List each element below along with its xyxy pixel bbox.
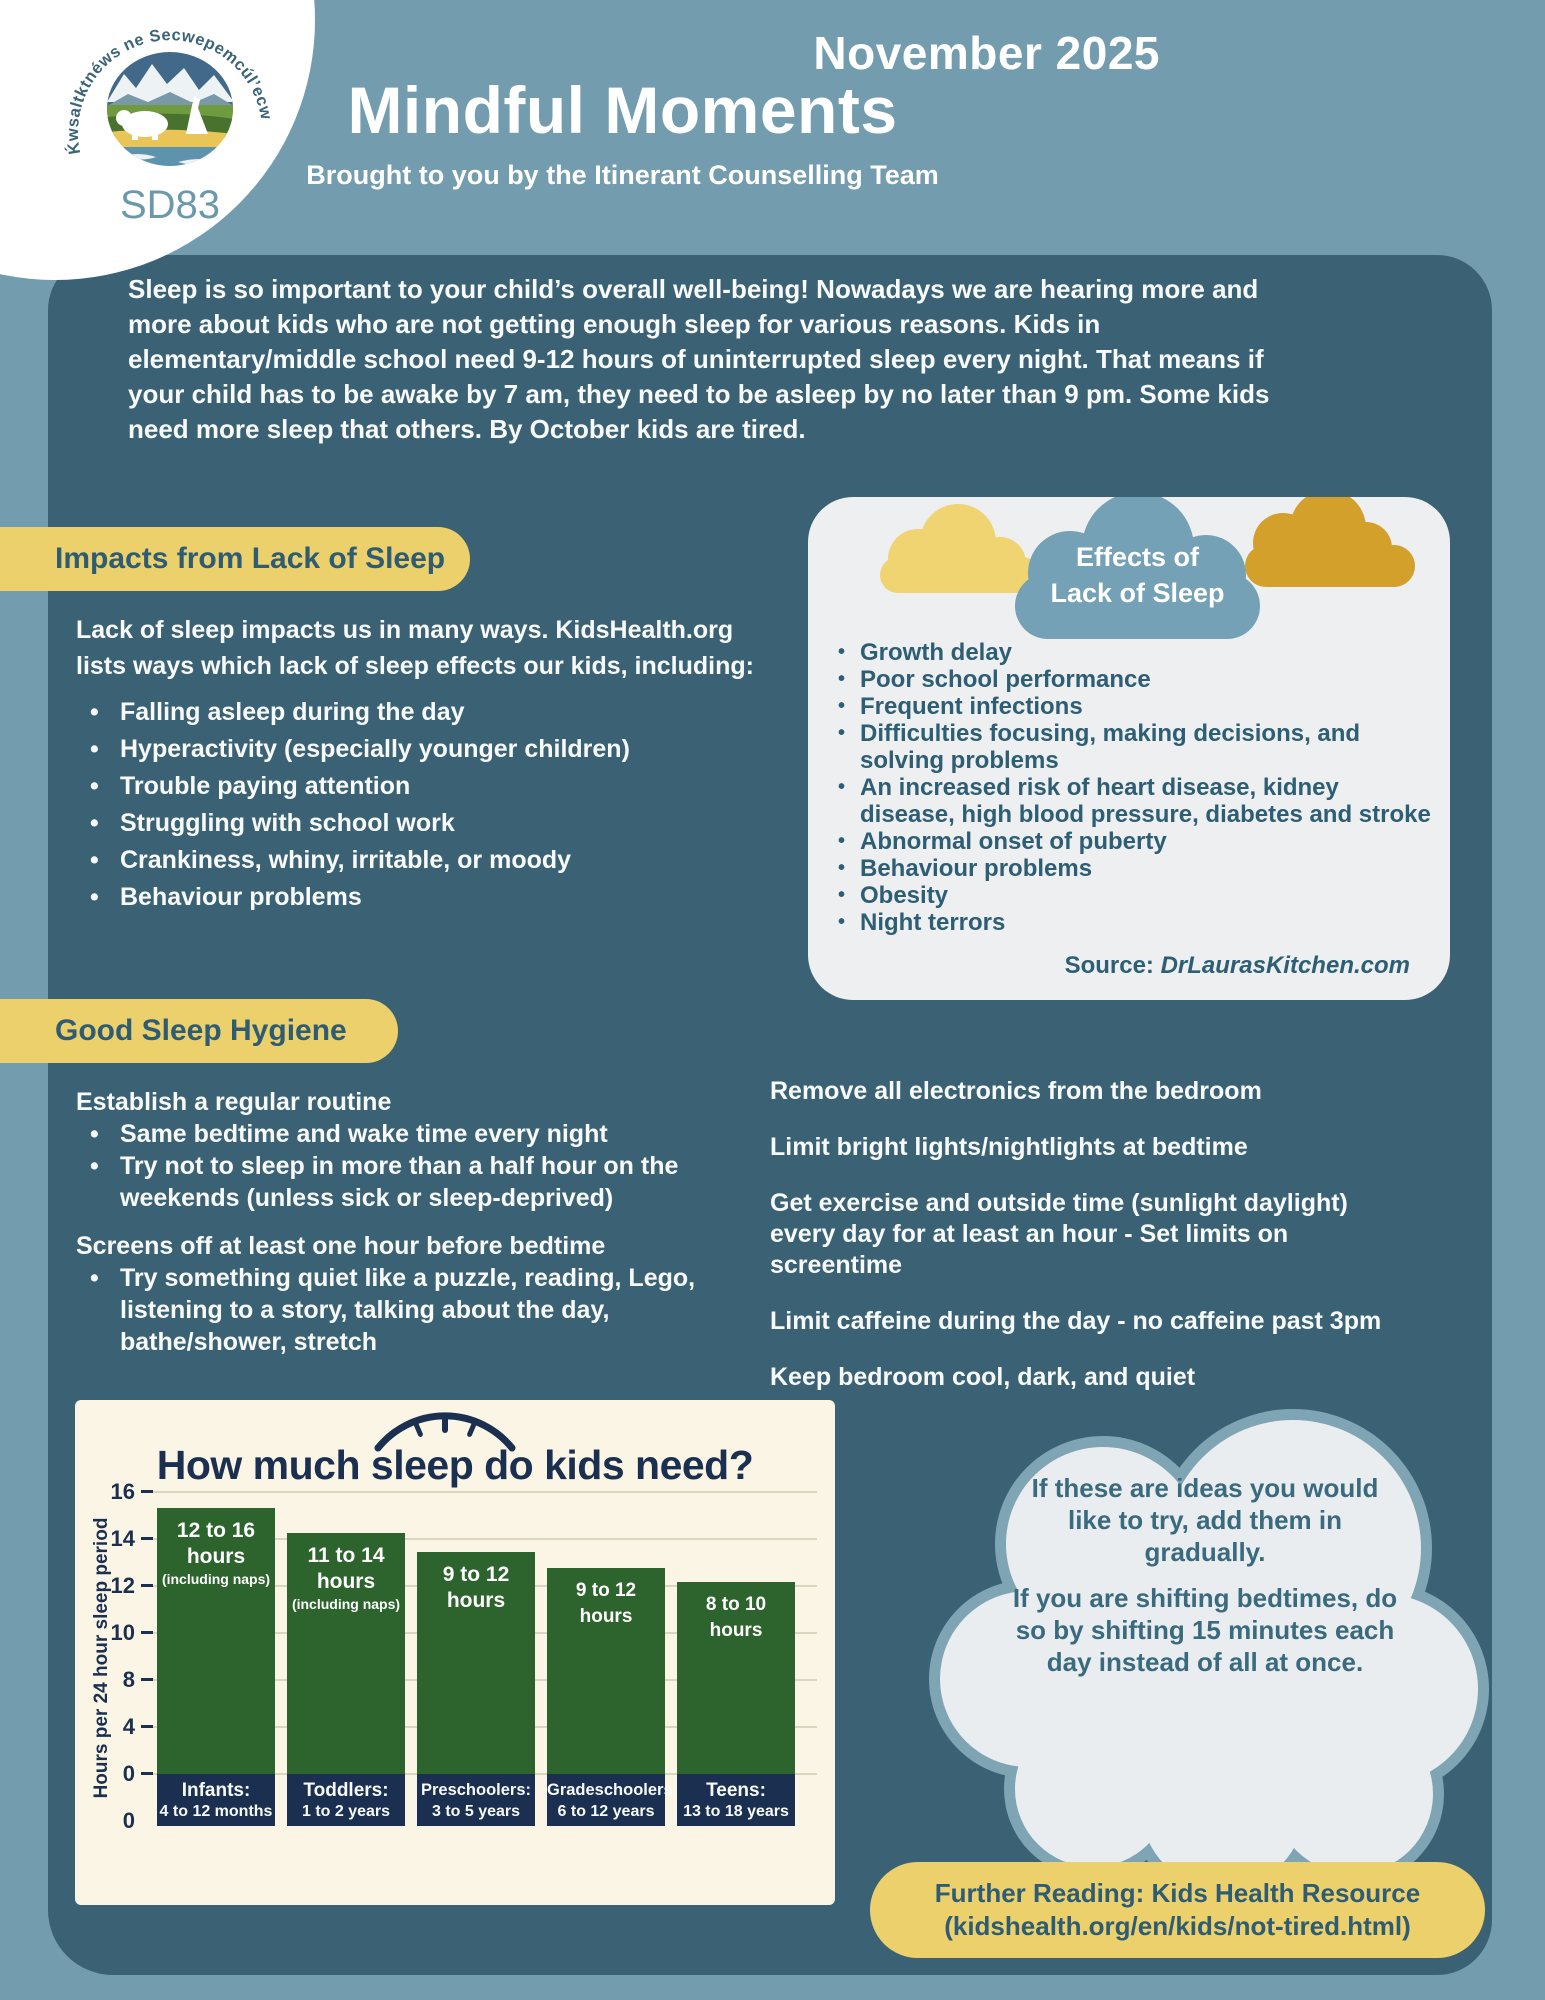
sleep-chart xyxy=(75,1400,835,1905)
list-item: • Falling asleep during the day xyxy=(76,694,796,731)
tick-mark xyxy=(141,1772,153,1775)
effects-cloud-title xyxy=(1015,539,1260,611)
hygiene-tip: Remove all electronics from the bedroom xyxy=(770,1077,1262,1105)
bar-infants xyxy=(157,1508,275,1774)
list-item: • Behaviour problems xyxy=(834,855,1434,882)
cloud-note-line: so by shifting 15 minutes each xyxy=(1015,1615,1395,1645)
list-item: • Crankiness, whiny, irritable, or moody xyxy=(76,842,796,879)
intro-line: more about kids who are not getting enough sleep for various reasons. Kids in xyxy=(128,309,1101,339)
x-category-gradeschoolers xyxy=(547,1774,673,1826)
intro-line: Sleep is so important to your child’s overall well-being! Nowadays we are hearing more and xyxy=(128,274,1259,304)
page-subtitle: Brought to you by the Itinerant Counselling Team xyxy=(306,160,939,190)
intro-line: need more sleep that others. By October kids are tired. xyxy=(128,414,806,444)
intro-line: your child has to be awake by 7 am, they need to be asleep by no later than 9 pm. Some kids xyxy=(128,379,1270,409)
tick-mark xyxy=(141,1584,153,1587)
bar-toddlers xyxy=(287,1533,405,1774)
y-tick-label: 12 xyxy=(110,1573,135,1598)
bar-label: 9 to 12 xyxy=(442,1563,510,1586)
cloud-note-line: If these are ideas you would xyxy=(1031,1473,1379,1503)
tick-mark xyxy=(141,1725,153,1728)
hygiene-bullet-list xyxy=(76,1262,776,1358)
y-tick-label: 16 xyxy=(110,1479,135,1504)
y-tick-label: 8 xyxy=(122,1667,135,1692)
cloud-note-line: If you are shifting bedtimes, do xyxy=(1012,1583,1398,1613)
bar-note: (including naps) xyxy=(161,1571,271,1587)
bar-label: 8 to 10 hours xyxy=(705,1594,767,1641)
hygiene-tip-line: every day for at least an hour - Set limits on xyxy=(770,1220,1289,1248)
list-item: • Poor school performance xyxy=(834,666,1434,693)
list-item: • Struggling with school work xyxy=(76,805,796,842)
sd83-logo xyxy=(48,2,292,246)
impacts-bullet-list xyxy=(76,694,796,916)
x-category-teens xyxy=(677,1774,795,1826)
list-item: • Frequent infections xyxy=(834,693,1434,720)
effects-title-line: Effects of xyxy=(1075,542,1200,572)
bar-preschoolers xyxy=(417,1552,535,1774)
cloud-note-line: gradually. xyxy=(1144,1537,1266,1567)
hygiene-left-column xyxy=(76,1086,776,1358)
logo-arc-text: Ḱwsaltktnéws ne Secwepemcúl’ecw xyxy=(63,26,276,156)
y-tick-label: 0 xyxy=(122,1808,135,1833)
bar-label: hours xyxy=(446,1589,506,1612)
bar-label: 9 to 12 hours xyxy=(575,1580,637,1627)
list-item: • Behaviour problems xyxy=(76,879,796,916)
hygiene-tip-line: Get exercise and outside time (sunlight daylight) xyxy=(770,1189,1348,1217)
effects-title-line: Lack of Sleep xyxy=(1050,578,1225,608)
list-item xyxy=(76,1262,720,1358)
further-reading-title: Further Reading: Kids Health Resource xyxy=(934,1878,1421,1908)
x-category-infants xyxy=(157,1774,275,1826)
category-name: Gradeschoolers xyxy=(547,1781,673,1799)
list-item-line: weekends (unless sick or sleep-deprived) xyxy=(120,1184,614,1212)
list-item-line: bathe/shower, stretch xyxy=(120,1328,378,1356)
impacts-lead-line: lists ways which lack of sleep effects our kids, including: xyxy=(76,652,754,680)
list-item: • Night terrors xyxy=(834,909,1434,936)
list-item-line: • Try something quiet like a puzzle, reading, Lego, xyxy=(120,1264,696,1292)
x-category-preschoolers xyxy=(417,1774,535,1826)
impacts-heading: Impacts from Lack of Sleep xyxy=(55,542,446,575)
hygiene-section-heading-pill xyxy=(0,999,398,1063)
further-reading-link[interactable] xyxy=(870,1862,1485,1958)
bar-teens xyxy=(677,1582,795,1774)
intro-paragraph xyxy=(128,272,1458,447)
tick-mark xyxy=(141,1490,153,1493)
bar-label: 11 to 14 xyxy=(307,1544,385,1567)
list-item xyxy=(834,774,1434,828)
hygiene-bullet-list xyxy=(76,1118,776,1214)
hygiene-heading: Good Sleep Hygiene xyxy=(55,1014,347,1047)
cloud-note-paragraph xyxy=(985,1472,1425,1568)
logo-district-text: SD83 xyxy=(119,183,221,227)
hygiene-tip: Keep bedroom cool, dark, and quiet xyxy=(770,1363,1196,1391)
list-item xyxy=(834,720,1434,774)
list-item: • Growth delay xyxy=(834,639,1434,666)
list-item: • Hyperactivity (especially younger children) xyxy=(76,731,796,768)
category-name: Infants: xyxy=(181,1780,251,1801)
issue-date: November 2025 xyxy=(813,27,1160,79)
impacts-lead xyxy=(76,612,856,684)
category-age: 6 to 12 years xyxy=(557,1803,655,1820)
category-name: Preschoolers: xyxy=(420,1781,532,1799)
intro-line: elementary/middle school need 9-12 hours of uninterrupted sleep every night. That means if xyxy=(128,344,1264,374)
gold-cloud-icon xyxy=(1245,497,1415,587)
hygiene-subheading: Screens off at least one hour before bedtime xyxy=(76,1232,606,1260)
hygiene-tip xyxy=(770,1188,1415,1281)
category-age: 3 to 5 years xyxy=(431,1803,521,1820)
list-item: • Same bedtime and wake time every night xyxy=(76,1118,720,1150)
hygiene-subheading: Establish a regular routine xyxy=(76,1088,392,1116)
gridline xyxy=(153,1491,817,1493)
hygiene-tip: Limit bright lights/nightlights at bedtime xyxy=(770,1133,1248,1161)
tick-mark xyxy=(141,1678,153,1681)
list-item-line: disease, high blood pressure, diabetes and stroke xyxy=(860,801,1431,828)
y-tick-label: 0 xyxy=(122,1761,135,1786)
tick-mark xyxy=(141,1631,153,1634)
source-value: DrLaurasKitchen.com xyxy=(1160,952,1410,979)
bar-note: (including naps) xyxy=(291,1596,401,1612)
chart-y-axis-label: Hours per 24 hour sleep period xyxy=(91,1517,112,1799)
list-item: • Abnormal onset of puberty xyxy=(834,828,1434,855)
category-age: 4 to 12 months xyxy=(159,1803,273,1820)
hygiene-right-column xyxy=(770,1076,1415,1418)
source-label: Source: xyxy=(1064,952,1154,979)
list-item: • Trouble paying attention xyxy=(76,768,796,805)
source-credit xyxy=(1065,952,1410,980)
list-item xyxy=(76,1150,720,1214)
impacts-lead-line: Lack of sleep impacts us in many ways. KidsHealth.org xyxy=(76,616,734,644)
page-title: Mindful Moments xyxy=(347,73,898,147)
category-age: 1 to 2 years xyxy=(301,1803,391,1820)
further-reading-url: (kidshealth.org/en/kids/not-tired.html) xyxy=(944,1911,1411,1941)
list-item: • Obesity xyxy=(834,882,1434,909)
cloud-note-text xyxy=(985,1472,1425,1678)
list-item-line: • Try not to sleep in more than a half hour on the xyxy=(120,1152,679,1180)
bar-label: hours xyxy=(316,1570,376,1593)
category-age: 13 to 18 years xyxy=(683,1803,789,1820)
cloud-note-line: day instead of all at once. xyxy=(1046,1647,1364,1677)
list-item-line: • Difficulties focusing, making decisions, and xyxy=(860,720,1361,747)
y-tick-label: 4 xyxy=(122,1714,135,1739)
bar-label: 12 to 16 xyxy=(176,1519,256,1542)
y-tick-label: 10 xyxy=(110,1620,135,1645)
tick-mark xyxy=(141,1537,153,1540)
impacts-section-heading-pill xyxy=(0,527,470,591)
hygiene-tip-line: screentime xyxy=(770,1251,903,1279)
x-category-toddlers xyxy=(287,1774,405,1826)
category-name: Toddlers: xyxy=(303,1780,389,1801)
bar-gradeschoolers xyxy=(547,1568,665,1774)
list-item-line: • An increased risk of heart disease, kidney xyxy=(860,774,1339,801)
list-item-line: solving problems xyxy=(860,747,1059,774)
effects-card xyxy=(808,497,1450,1000)
cloud-note-paragraph xyxy=(985,1582,1425,1678)
hygiene-tip: Limit caffeine during the day - no caffeine past 3pm xyxy=(770,1307,1382,1335)
y-tick-label: 14 xyxy=(110,1526,135,1551)
category-name: Teens: xyxy=(706,1780,766,1801)
list-item-line: listening to a story, talking about the day, xyxy=(120,1296,610,1324)
cloud-note-line: like to try, add them in xyxy=(1067,1505,1342,1535)
bar-label: hours xyxy=(186,1545,246,1568)
chart-title: How much sleep do kids need? xyxy=(156,1442,754,1488)
effects-bullet-list xyxy=(834,639,1434,936)
